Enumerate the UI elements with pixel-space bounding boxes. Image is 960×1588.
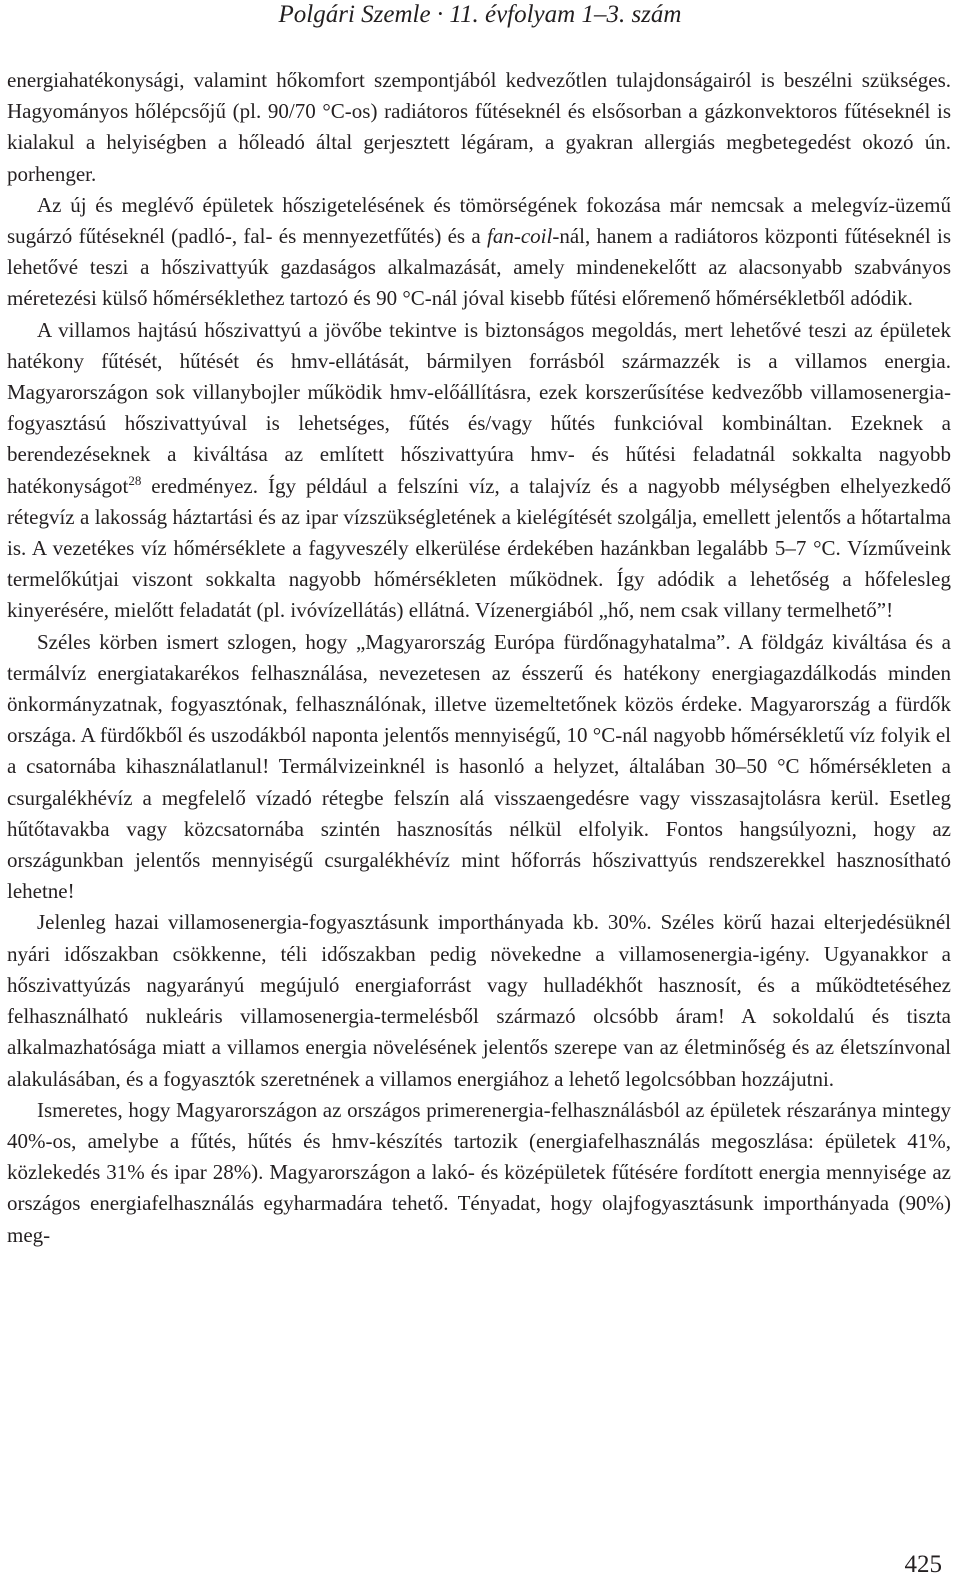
paragraph-3 xyxy=(7,315,951,627)
fan-coil-term: fan-coil xyxy=(487,224,553,249)
paragraph-2-part-2: -nál, hanem a radiátoros központi fűtéseknél is lehetővé teszi a hőszivattyúk gazdaságos alkalmazását, amely mindenekelőtt az alacsonyabb szabványos méretezési külső hőmérséklethez tartozó és 90 °C-nál jóval kisebb fűtési előremenő hőmérsékletből adódik. xyxy=(7,224,951,311)
running-head: Polgári Szemle · 11. évfolyam 1–3. szám xyxy=(278,1,682,28)
paragraph-5: Jelenleg hazai villamosenergia-fogyasztásunk importhányada kb. 30%. Széles körű hazai elterjedésüknél nyári időszakban csökkenne, téli időszakban pedig növekedne a villamosenergia-igény. Ugyanakkor a hőszivattyúzás nagyarányú megújuló energiaforrást vagy hulladékhőt hasznosít, és a működtetéséhez felhasználható nukleáris villamosenergia-termelésből származó olcsóbb áram! A sokoldalú és tiszta alkalmazhatósága miatt a villamos energia növelésének jelentős szerepe van az életminőség és az életszínvonal alakulásában, és a fogyasztók szeretnének a villamos energiához a lehető legolcsóbban hozzájutni. xyxy=(7,910,951,1091)
footnote-ref-28[interactable]: 28 xyxy=(128,472,142,488)
paragraph-6: Ismeretes, hogy Magyarországon az országos primerenergia-felhasználásból az épületek részaránya mintegy 40%-os, amelybe a fűtés, hűtés és hmv-készítés tartozik (energiafelhasználás megoszlása: épületek 41%, közlekedés 31% és ipar 28%). Magyarországon a lakó- és középületek fűtésére fordított energia mennyisége az országos energiafelhasználás egyharmadára tehető. Tényadat, hogy olajfogyasztásunk importhányada (90%) meg- xyxy=(7,1097,951,1247)
paragraph-4: Széles körben ismert szlogen, hogy „Magyarország Európa fürdőnagyhatalma”. A földgáz kiváltása és a termálvíz energiatakarékos felhasználása, nevezetesen az ésszerű és hatékony energiagazdálkodás minden önkormányzatnak, fogyasztónak, felhasználónak, illetve üzemeltetőnek közös érdeke. Magyarország a fürdők országa. A fürdőkből és uszodákból naponta jelentős mennyiségű, 10 °C-nál nagyobb hőmérsékletű víz folyik el a csatornába kihasználatlanul! Termálvizeinknél is hasonló a helyzet, általában 30–50 °C hőmérsékleten a csurgalékhévíz a megfelelő vízadó rétegbe felszín alá visszaengedésre vagy visszasajtolásra kerül. Esetleg hűtőtavakba vagy közcsatornába szintén hasznosítás nélkül elfolyik. Fontos hangsúlyozni, hogy az országunkban jelentős mennyiségű csurgalékhévíz mint hőforrás hőszivattyús rendszerekkel hasznosítható lehetne! xyxy=(7,629,951,904)
paragraph-2 xyxy=(7,190,951,315)
paragraph-2-part-1: Az új és meglévő épületek hőszigetelésének és tömörségének fokozása már nemcsak a melegvíz-üzemű sugárzó fűtéseknél (padló-, fal- és mennyezetfűtés) és a xyxy=(7,192,951,249)
paragraph-3-part-2: eredményez. Így például a felszíni víz, a talajvíz és a nagyobb mélységben elhelyezkedő rétegvíz a lakosság háztartási és az ipar vízszükségletének a kielégítését szolgálja, emellett jelentős a hőtartalma is. A vezetékes víz hőmérséklete a fagyveszély elkerülése érdekében hazánkban legalább 5–7 °C. Vízműveink termelőkútjai viszont sokkalta nagyobb hőmérsékleten működnek. Így adódik a lehetőség a hőfelesleg kinyerésére, mielőtt feladatát (pl. ivóvízellátás) ellátná. Vízenergiából „hő, nem csak villany termelhető”! xyxy=(7,473,951,623)
paragraph-1: energiahatékonysági, valamint hőkomfort szempontjából kedvezőtlen tulajdonságairól is beszélni szükséges. Hagyományos hőlépcsőjű (pl. 90/70 °C-os) radiátoros fűtéseknél és elsősorban a gázkonvektoros fűtéseknél is kialakul a helyiségben a hőleadó által gerjesztett légáram, a gyakran allergiás megbetegedést okozó ún. porhenger. xyxy=(7,68,951,186)
page-number: 425 xyxy=(904,1551,942,1578)
article-body xyxy=(7,65,951,1251)
paragraph-3-part-1: A villamos hajtású hőszivattyú a jövőbe tekintve is biztonságos megoldás, mert lehetővé teszi az épületek hatékony fűtését, hűtését és hmv-ellátását, bármilyen forrásból származzék is a villamos energia. Magyarországon sok villanybojler működik hmv-előállításra, ezek korszerűsítése kedvezőbb villamosenergia-fogyasztású hőszivattyúval is lehetséges, fűtés és/vagy hűtés funkcióval kombináltan. Ezeknek a berendezéseknek a kiváltása az említett hőszivattyúra hmv- és hűtési feladatnál sokkalta nagyobb hatékonyságot xyxy=(7,317,951,498)
